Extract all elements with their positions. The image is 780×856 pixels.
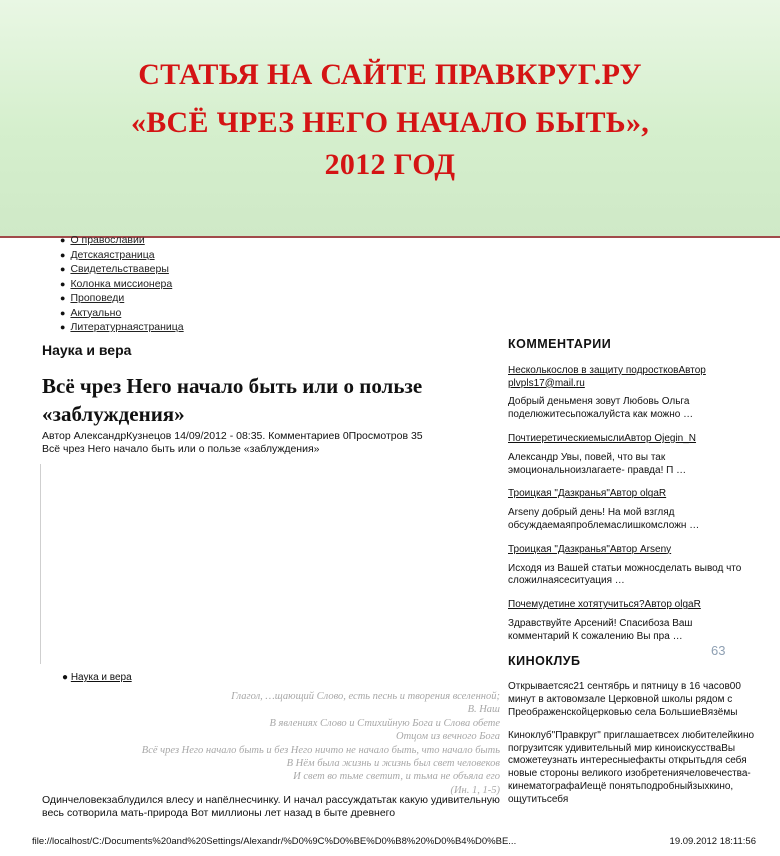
nav-item-label[interactable]: Проповеди [70, 292, 125, 304]
divider [40, 464, 41, 664]
quote-line: В Нём была жизнь и жизнь был свет человеков [286, 758, 500, 770]
kinoclub-heading: КИНОКЛУБ [508, 653, 581, 668]
comment-link[interactable]: ПочтиеретическиемыслиАвтор Ojegin_N [508, 432, 697, 444]
banner-title-line-3: 2012 ГОД [324, 148, 456, 181]
site-nav-list [60, 233, 184, 335]
comment-item [508, 433, 756, 477]
comments-heading: КОММЕНТАРИИ [508, 337, 612, 351]
quote-line: Всё чрез Него начало быть и без Него ничто не начало быть, что начало быть [141, 744, 500, 756]
bullet-icon: ● [60, 307, 66, 318]
footer-url: file://localhost/C:/Documents%20and%20Settings/Alexandr/%D0%9C%D0%BE%D0%B8%20%D0%B4%D0%BE... [32, 836, 517, 847]
nav-item-label[interactable]: Колонка миссионера [70, 277, 173, 290]
comment-link[interactable]: Троицкая "Дазкранья"Автор olgaR [508, 488, 667, 500]
article-headline: Всё чрез Него начало быть или о пользе «заблуждения» [42, 374, 423, 426]
nav-item[interactable] [60, 233, 184, 248]
banner-title-line-1: СТАТЬЯ НА САЙТЕ ПРАВКРУГ.РУ [138, 58, 642, 91]
nav-item[interactable] [60, 248, 184, 263]
comment-text: Александр Увы, повей, что вы так эмоциональноизлагаете- правда! П … [508, 451, 687, 476]
comment-item [508, 544, 756, 588]
quote-line: Глагол, …щающий Слово, есть песнь и творения вселенной; [231, 691, 500, 702]
comment-text: Arseny добрый день! На мой взгляд обсуждаемаяпроблемаслишкомсложн … [508, 507, 700, 531]
article-tag-label[interactable]: Наука и вера [70, 672, 132, 683]
page-number: 63 [711, 643, 726, 658]
event-text: Открываетсяс21 сентябрь и пятницу в 16 часов00 минут в актовомзале Церковной школы рядом с Преображенскойцерковью села БольшиеВязёмы [508, 681, 741, 718]
bullet-icon: ● [60, 278, 66, 289]
nav-item[interactable] [60, 306, 184, 321]
bullet-icon: ● [60, 293, 66, 303]
banner-title-line-2: «ВСЁ ЧРЕЗ НЕГО НАЧАЛО БЫТЬ», [130, 106, 650, 139]
nav-item[interactable] [60, 277, 184, 292]
comment-item [508, 365, 756, 422]
comment-link[interactable]: Несколькослов в защиту подростковАвтор plvpls17@mail.ru [508, 364, 706, 389]
quote-line: В. Наш [467, 704, 500, 716]
nav-item[interactable] [60, 262, 184, 277]
comment-item [508, 488, 756, 532]
title-banner [0, 0, 780, 238]
article-meta: Автор АлександрКузнецов 14/09/2012 - 08:35. Комментариев 0Просмотров 35 [42, 430, 423, 442]
comment-item [508, 599, 756, 643]
comment-link[interactable]: Почемудетине хотятучиться?Автор olgaR [508, 599, 701, 611]
nav-item-label[interactable]: Литературнаястраница [70, 321, 184, 333]
section-label: Наука и вера [42, 342, 132, 358]
event-text: Киноклуб"Правкруг" приглашаетвсех любителейкино погрузитсяк удивительный мир киноискусстваВы сможетеузнать интересныефакты открытьдля себя новые стороны великого изобретениячеловечества- кинематографаИещё понятьподробныйзыхкино, ощутитьсебя [508, 729, 755, 805]
comment-text: Здравствуйте Арсений! Спасибоза Ваш комментарий К сожалению Вы пра … [508, 617, 693, 642]
nav-item[interactable] [60, 291, 184, 306]
article-tag[interactable]: ● Наука и вера [62, 672, 132, 683]
quote-line: (Ин. 1, 1-5) [450, 784, 500, 796]
bullet-icon: ● [60, 235, 66, 245]
bullet-icon: ● [60, 322, 66, 332]
sidebar [508, 338, 756, 817]
nav-item-label[interactable]: Актуально [70, 306, 122, 319]
quote-line: В явлениях Слово и Стихийную Бога и Слова обете [269, 717, 500, 729]
nav-item-label[interactable]: О православии [70, 234, 145, 246]
nav-item-label[interactable]: Свидетельстваверы [70, 263, 169, 275]
article-paragraph: Одинчеловекзаблудился влесу и напёлнесчинку. И начал рассуждатьтак какую удивительную весь сотворила мать-природа Вот миллионы лет назад в быте древнего [42, 794, 500, 819]
nav-item-label[interactable]: Детскаястраница [70, 248, 155, 261]
comment-text: Добрый деньменя зовут Любовь Ольга поделюжитесьпожалуйста как можно … [508, 396, 694, 421]
comment-link[interactable]: Троицкая "Дазкранья"Автор Arseny [508, 543, 672, 555]
footer-date: 19.09.2012 18:11:56 [669, 836, 756, 847]
epigraph-quote [80, 690, 500, 797]
bullet-icon: ● [60, 264, 66, 274]
quote-line: Отцом из вечного Бога [395, 731, 500, 743]
article-subtitle: Всё чрез Него начало быть или о пользе «заблуждения» [42, 443, 320, 455]
quote-line: И свет во тьме светит, и тьма не объяла его [293, 771, 500, 783]
nav-item[interactable] [60, 320, 184, 335]
comment-text: Исходя из Вашей статьи можноcделать вывод что сложилнаясеситуация … [508, 562, 742, 587]
bullet-icon: ● [60, 249, 66, 260]
